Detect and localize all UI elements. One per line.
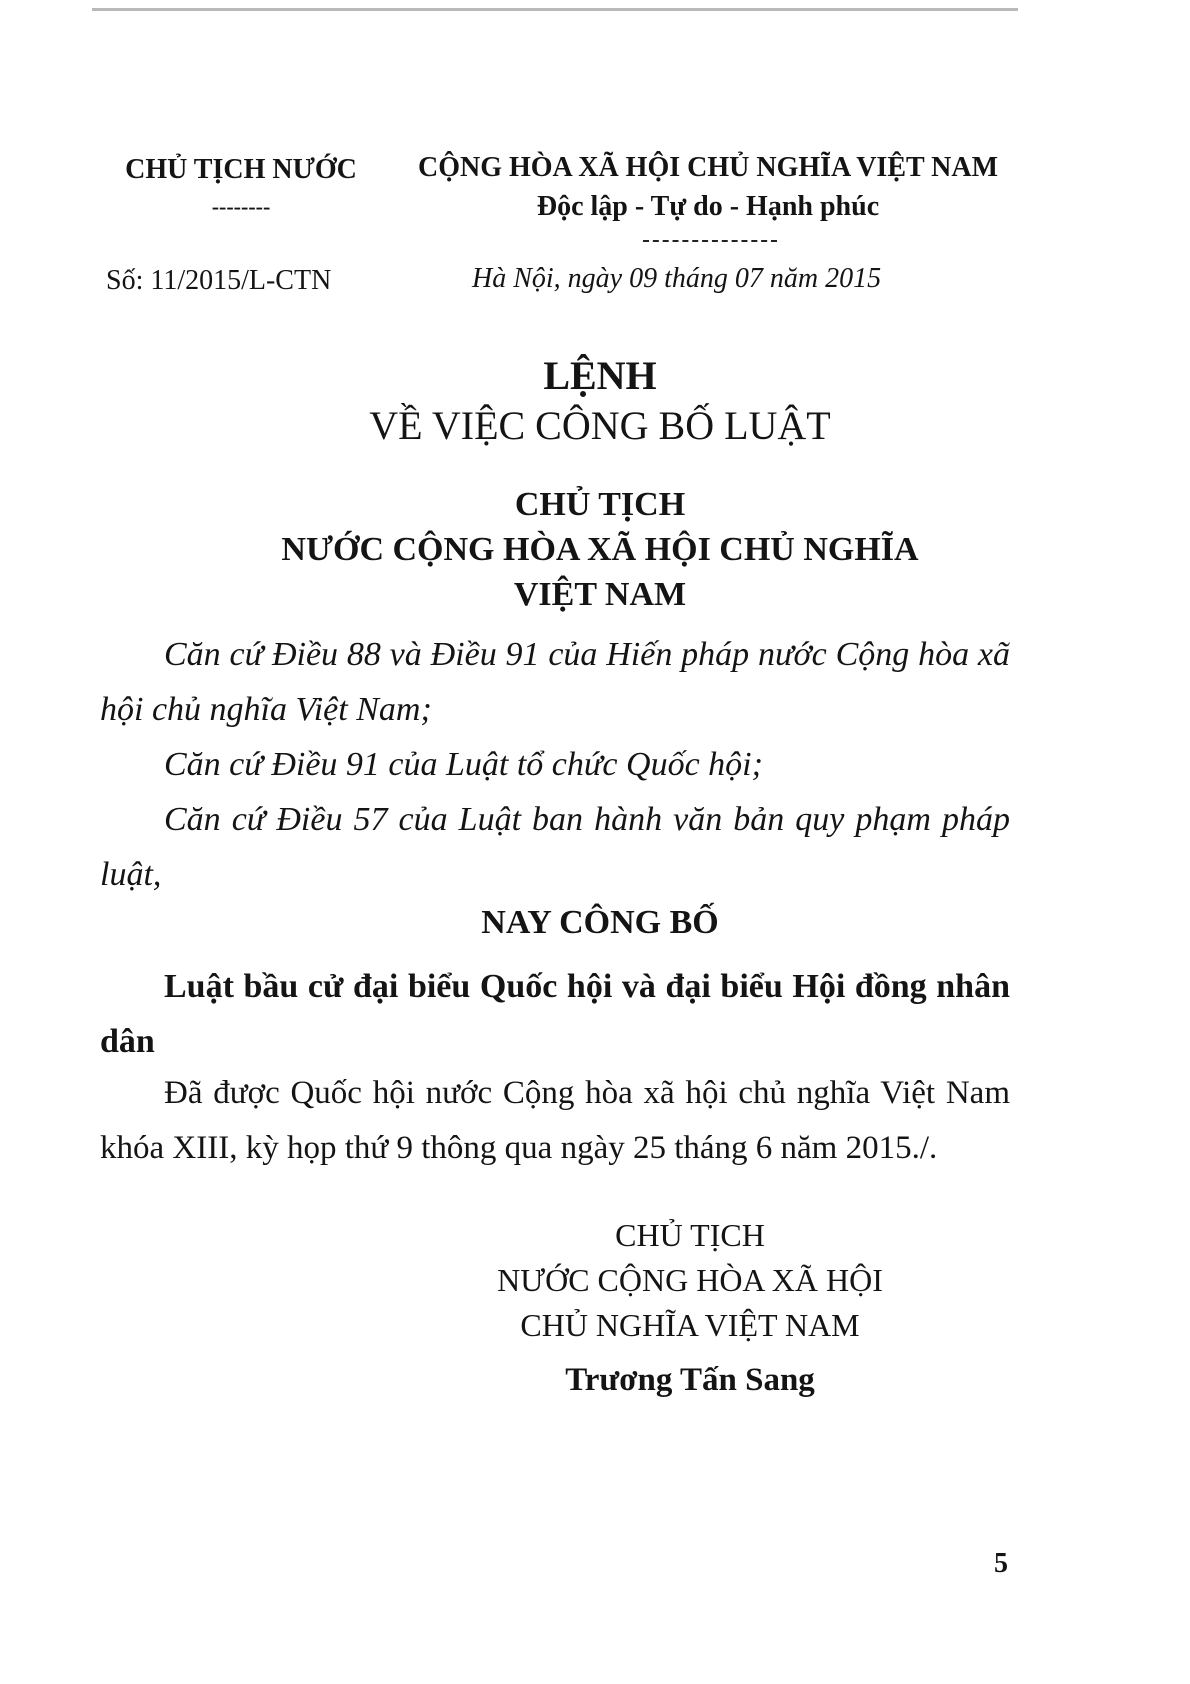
signature-title-3: CHỦ NGHĨA VIỆT NAM bbox=[520, 1307, 860, 1343]
legal-basis-3: Căn cứ Điều 57 của Luật ban hành văn bản quy phạm pháp luật, bbox=[100, 801, 1010, 893]
signature-title-1: CHỦ TỊCH bbox=[615, 1217, 765, 1253]
authority-line-1: CHỦ TỊCH bbox=[514, 486, 686, 523]
document-number: Số: 11/2015/L-CTN bbox=[106, 265, 332, 296]
authority-line-3: VIỆT NAM bbox=[513, 576, 687, 613]
signature-title-2: NƯỚC CỘNG HÒA XÃ HỘI bbox=[497, 1262, 883, 1298]
signer-name: Trương Tấn Sang bbox=[565, 1362, 815, 1398]
national-name: CỘNG HÒA XÃ HỘI CHỦ NGHĨA VIỆT NAM bbox=[418, 152, 999, 183]
motto-underline bbox=[643, 240, 777, 242]
issuer-underline: -------- bbox=[211, 194, 271, 219]
legal-basis-2: Căn cứ Điều 91 của Luật tổ chức Quốc hội; bbox=[164, 746, 763, 783]
legal-basis-1: Căn cứ Điều 88 và Điều 91 của Hiến pháp nước Cộng hòa xã hội chủ nghĩa Việt Nam; bbox=[100, 636, 1010, 728]
national-motto: Độc lập - Tự do - Hạnh phúc bbox=[536, 191, 880, 222]
announcement-heading: NAY CÔNG BỐ bbox=[481, 904, 719, 941]
issuer-name: CHỦ TỊCH NƯỚC bbox=[125, 154, 357, 185]
document-subtitle: VỀ VIỆC CÔNG BỐ LUẬT bbox=[369, 403, 831, 448]
passed-statement: Đã được Quốc hội nước Cộng hòa xã hội chủ nghĩa Việt Nam khóa XIII, kỳ họp thứ 9 thông qua ngày 25 tháng 6 năm 2015./. bbox=[100, 1075, 1010, 1166]
place-date: Hà Nội, ngày 09 tháng 07 năm 2015 bbox=[472, 263, 882, 294]
law-name: Luật bầu cử đại biểu Quốc hội và đại biểu Hội đồng nhân dân bbox=[100, 968, 1010, 1060]
page-number: 5 bbox=[994, 1548, 1008, 1579]
authority-line-2: NƯỚC CỘNG HÒA XÃ HỘI CHỦ NGHĨA bbox=[281, 531, 919, 568]
top-border-line bbox=[92, 8, 1018, 11]
document-title: LỆNH bbox=[543, 353, 657, 398]
